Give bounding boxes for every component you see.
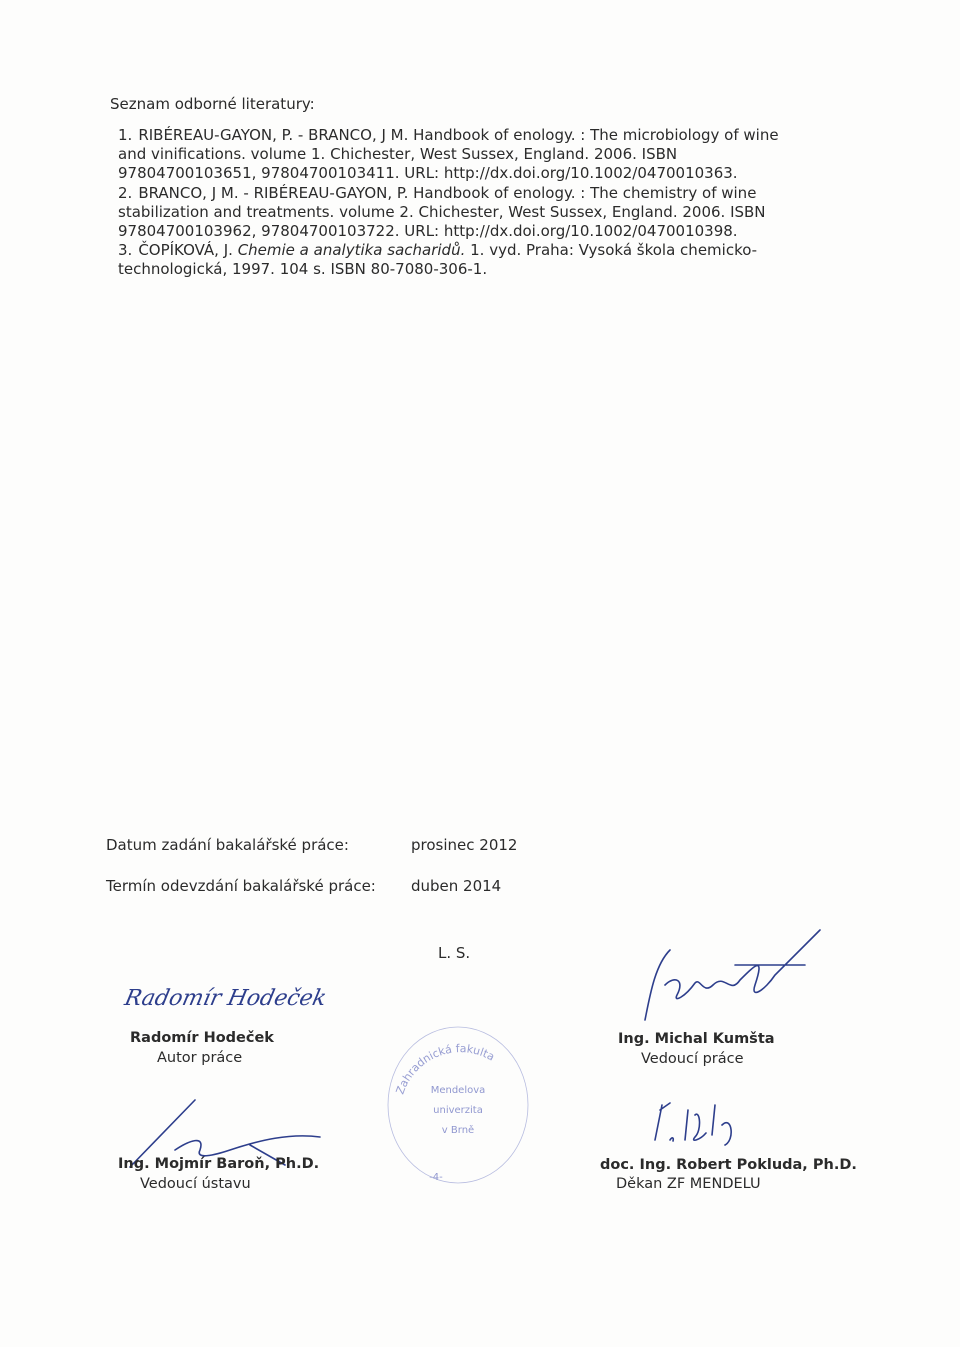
dean-role: Děkan ZF MENDELU [616, 1176, 761, 1192]
assigned-date-label: Datum zadání bakalářské práce: [106, 836, 349, 854]
head-name: Ing. Mojmír Baroň, Ph.D. [118, 1156, 320, 1172]
dean-signature [640, 1095, 750, 1155]
head-role: Vedoucí ústavu [140, 1176, 251, 1192]
stamp-arc-text: Zahradnická fakulta [393, 1042, 497, 1097]
supervisor-name: Ing. Michal Kumšta [618, 1031, 775, 1047]
reference-title: Chemie a analytika sacharidů. [237, 241, 466, 260]
stamp-line2: univerzita [433, 1105, 483, 1116]
due-date-value: duben 2014 [411, 877, 502, 895]
reference-item [118, 126, 790, 184]
supervisor-signature [615, 925, 830, 1030]
due-date-label: Termín odevzdání bakalářské práce: [106, 877, 376, 895]
stamp-number: -4- [429, 1172, 443, 1183]
reference-details: 1. vyd. Praha: Vysoká škola chemicko-technologická, 1997. 104 s. ISBN 80-7080-306-1. [118, 241, 758, 279]
reference-item [118, 241, 790, 279]
references-heading: Seznam odborné literatury: [110, 95, 315, 113]
official-stamp [378, 1015, 538, 1190]
author-signature-text: Radomír Hodeček [122, 985, 329, 1011]
dean-name: doc. Ing. Robert Pokluda, Ph.D. [600, 1157, 857, 1173]
reference-list [118, 126, 790, 280]
assigned-date-row [106, 836, 518, 854]
reference-text: BRANCO, J M. - RIBÉREAU-GAYON, P. Handbook of enology. : The chemistry of wine stabilization and treatments. volume 2. Chichester, West Sussex, England. 2006. ISBN 97804700103962, 97804700103722. URL: http://dx.doi.org/10.1002/0470010398. [118, 183, 766, 241]
author-signature [120, 975, 329, 1020]
supervisor-role: Vedoucí práce [641, 1051, 744, 1067]
stamp-line1: Mendelova [430, 1085, 486, 1096]
reference-number: 3. [118, 241, 133, 260]
reference-item [118, 184, 790, 242]
reference-number: 1. [118, 126, 133, 144]
author-name: Radomír Hodeček [130, 1030, 274, 1046]
reference-text: RIBÉREAU-GAYON, P. - BRANCO, J M. Handbook of enology. : The microbiology of wine and vinifications. volume 1. Chichester, West Sussex, England. 2006. ISBN 97804700103651, 97804700103411. URL: http://dx.doi.org/10.1002/0470010363. [118, 126, 779, 183]
stamp-line3: v Brně [441, 1125, 475, 1136]
reference-author: ČOPÍKOVÁ, J. [138, 241, 238, 260]
author-role: Autor práce [157, 1050, 243, 1066]
reference-number: 2. [118, 183, 133, 202]
ls-mark: L. S. [438, 944, 471, 962]
assigned-date-value: prosinec 2012 [411, 836, 518, 854]
due-date-row [106, 877, 502, 895]
